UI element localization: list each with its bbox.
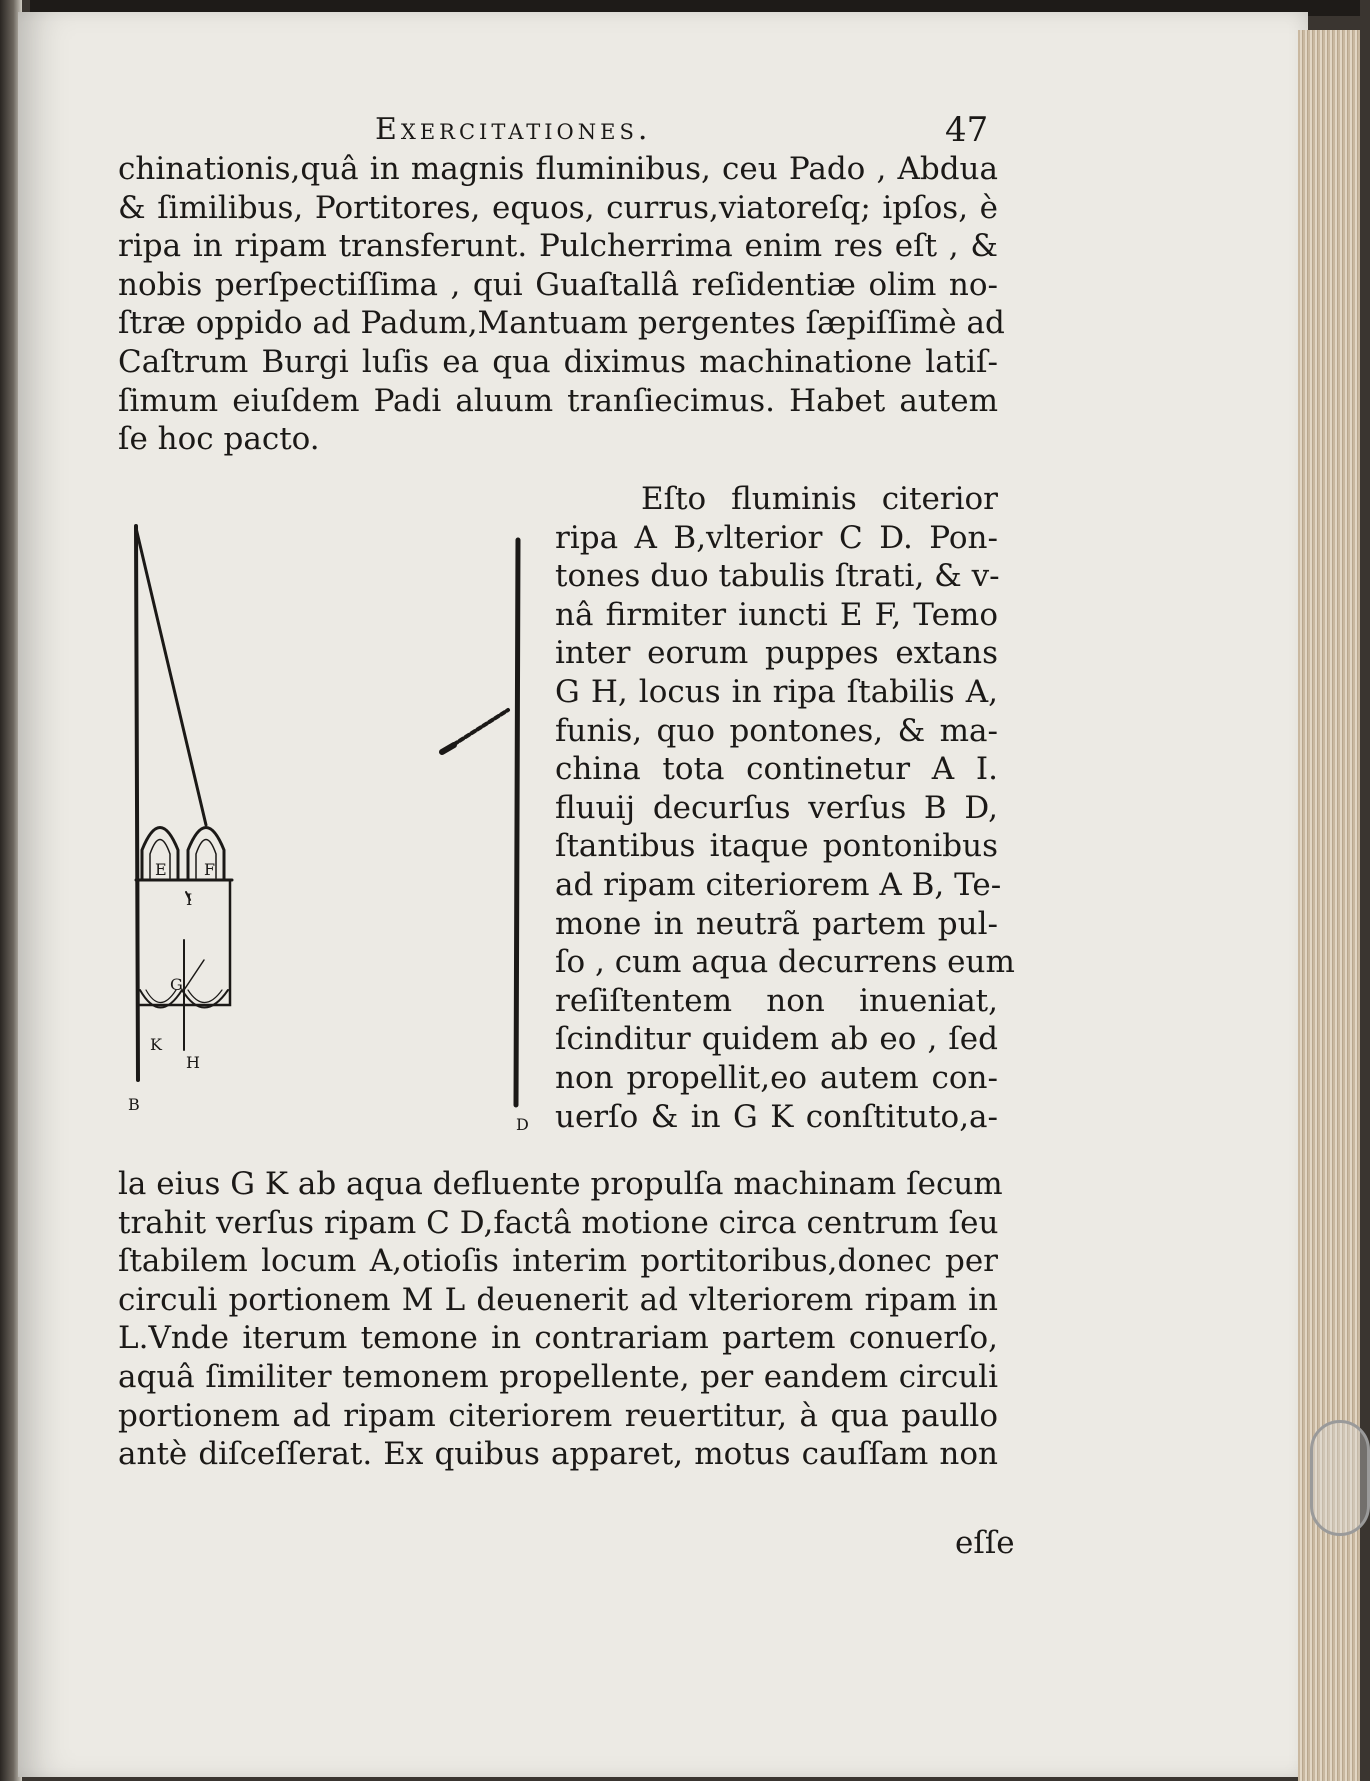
- ferry-diagram-svg: [120, 520, 550, 1140]
- text-line: trahit verſus ripam C D,factâ motione circa centrum ſeu: [118, 1204, 999, 1241]
- label-b: B: [128, 1095, 140, 1114]
- text-line: circuli portionem M L deuenerit ad vlteriorem ripam in: [118, 1281, 998, 1318]
- text-line: ſo , cum aqua decurrens eum: [555, 944, 1015, 981]
- text-line: funis, quo pontones, & ma-: [555, 712, 998, 749]
- text-line: portionem ad ripam citeriorem reuertitur, à qua paullo: [118, 1397, 998, 1434]
- paragraph-1: [118, 150, 1005, 459]
- page-number: 47: [945, 110, 989, 150]
- text-line: la eius G K ab aqua defluente propulſa machinam ſecum: [118, 1166, 1003, 1202]
- text-line: ſtabilem locum A,otioſis interim portitoribus,donec per: [118, 1243, 998, 1280]
- text-line: Eſto fluminis citerior: [641, 481, 998, 517]
- label-h: H: [186, 1053, 200, 1072]
- text-line: chinationis,quâ in magnis fluminibus, ceu Pado , Abdua: [118, 151, 998, 187]
- label-k: K: [150, 1035, 162, 1054]
- text-line: & ſimilibus, Portitores, equos, currus,viatoreſq; ipſos, è: [118, 189, 998, 226]
- text-line: ſe hoc pacto.: [118, 421, 320, 458]
- text-line: aquâ ſimiliter temonem propellente, per eandem circuli: [118, 1358, 998, 1395]
- running-title: Exercitationes.: [375, 112, 652, 147]
- text-line: inter eorum puppes extans: [555, 635, 998, 672]
- arc-ml-end: [442, 745, 454, 752]
- text-line: reſiſtentem non inueniat,: [555, 982, 998, 1019]
- text-line: antè diſceſſerat. Ex quibus apparet, motus cauſſam non: [118, 1436, 998, 1473]
- catchword: eſſe: [955, 1525, 1015, 1561]
- text-line: L.Vnde iterum temone in contrariam partem conuerſo,: [118, 1320, 998, 1357]
- text-line: fluuij decurſus verſus B D,: [555, 789, 998, 826]
- paragraph-2: [555, 480, 1015, 1136]
- text-line: Caſtrum Burgi luſis ea qua diximus machinatione latiſ-: [118, 343, 998, 380]
- text-line: tones duo tabulis ſtrati, & v-: [555, 558, 1000, 595]
- text-line: ripa in ripam transferunt. Pulcherrima enim res eſt , &: [118, 228, 998, 265]
- label-g: G: [170, 975, 183, 994]
- text-line: nâ firmiter iuncti E F, Temo: [555, 596, 998, 633]
- text-line: uerſo & in G K conſtituto,a-: [555, 1098, 998, 1135]
- text-line: nobis perſpectiſſima , qui Guaſtallâ reſidentiæ olim no-: [118, 266, 998, 303]
- text-line: ſtræ oppido ad Padum,Mantuam pergentes ſæpiſſimè ad: [118, 305, 1005, 342]
- page-clip-icon: [1310, 1420, 1370, 1536]
- text-line: mone in neutrã partem pul-: [555, 905, 998, 942]
- tiller-gk: [184, 960, 204, 990]
- text-line: china tota continetur A I.: [555, 751, 998, 788]
- text-line: ſtantibus itaque pontonibus: [555, 828, 998, 865]
- text-line: ripa A B,vlterior C D. Pon-: [555, 519, 998, 556]
- ferry-diagram: [120, 520, 550, 1140]
- label-d: D: [516, 1115, 529, 1134]
- text-line: G H, locus in ripa ſtabilis A,: [555, 673, 998, 710]
- paragraph-3: [118, 1165, 1003, 1474]
- label-e: E: [155, 860, 167, 879]
- text-line: ad ripam citeriorem A B, Te-: [555, 866, 1002, 903]
- rope-ai-line: [136, 528, 206, 825]
- label-i: I: [186, 890, 193, 909]
- text-line: ſcinditur quidem ab eo , ſed: [555, 1021, 998, 1058]
- label-f: F: [204, 860, 216, 879]
- text-line: non propellit,eo autem con-: [555, 1059, 998, 1096]
- text-line: ſimum eiuſdem Padi aluum tranſiecimus. Habet autem: [118, 382, 998, 419]
- bank-cd-line: [516, 540, 518, 1105]
